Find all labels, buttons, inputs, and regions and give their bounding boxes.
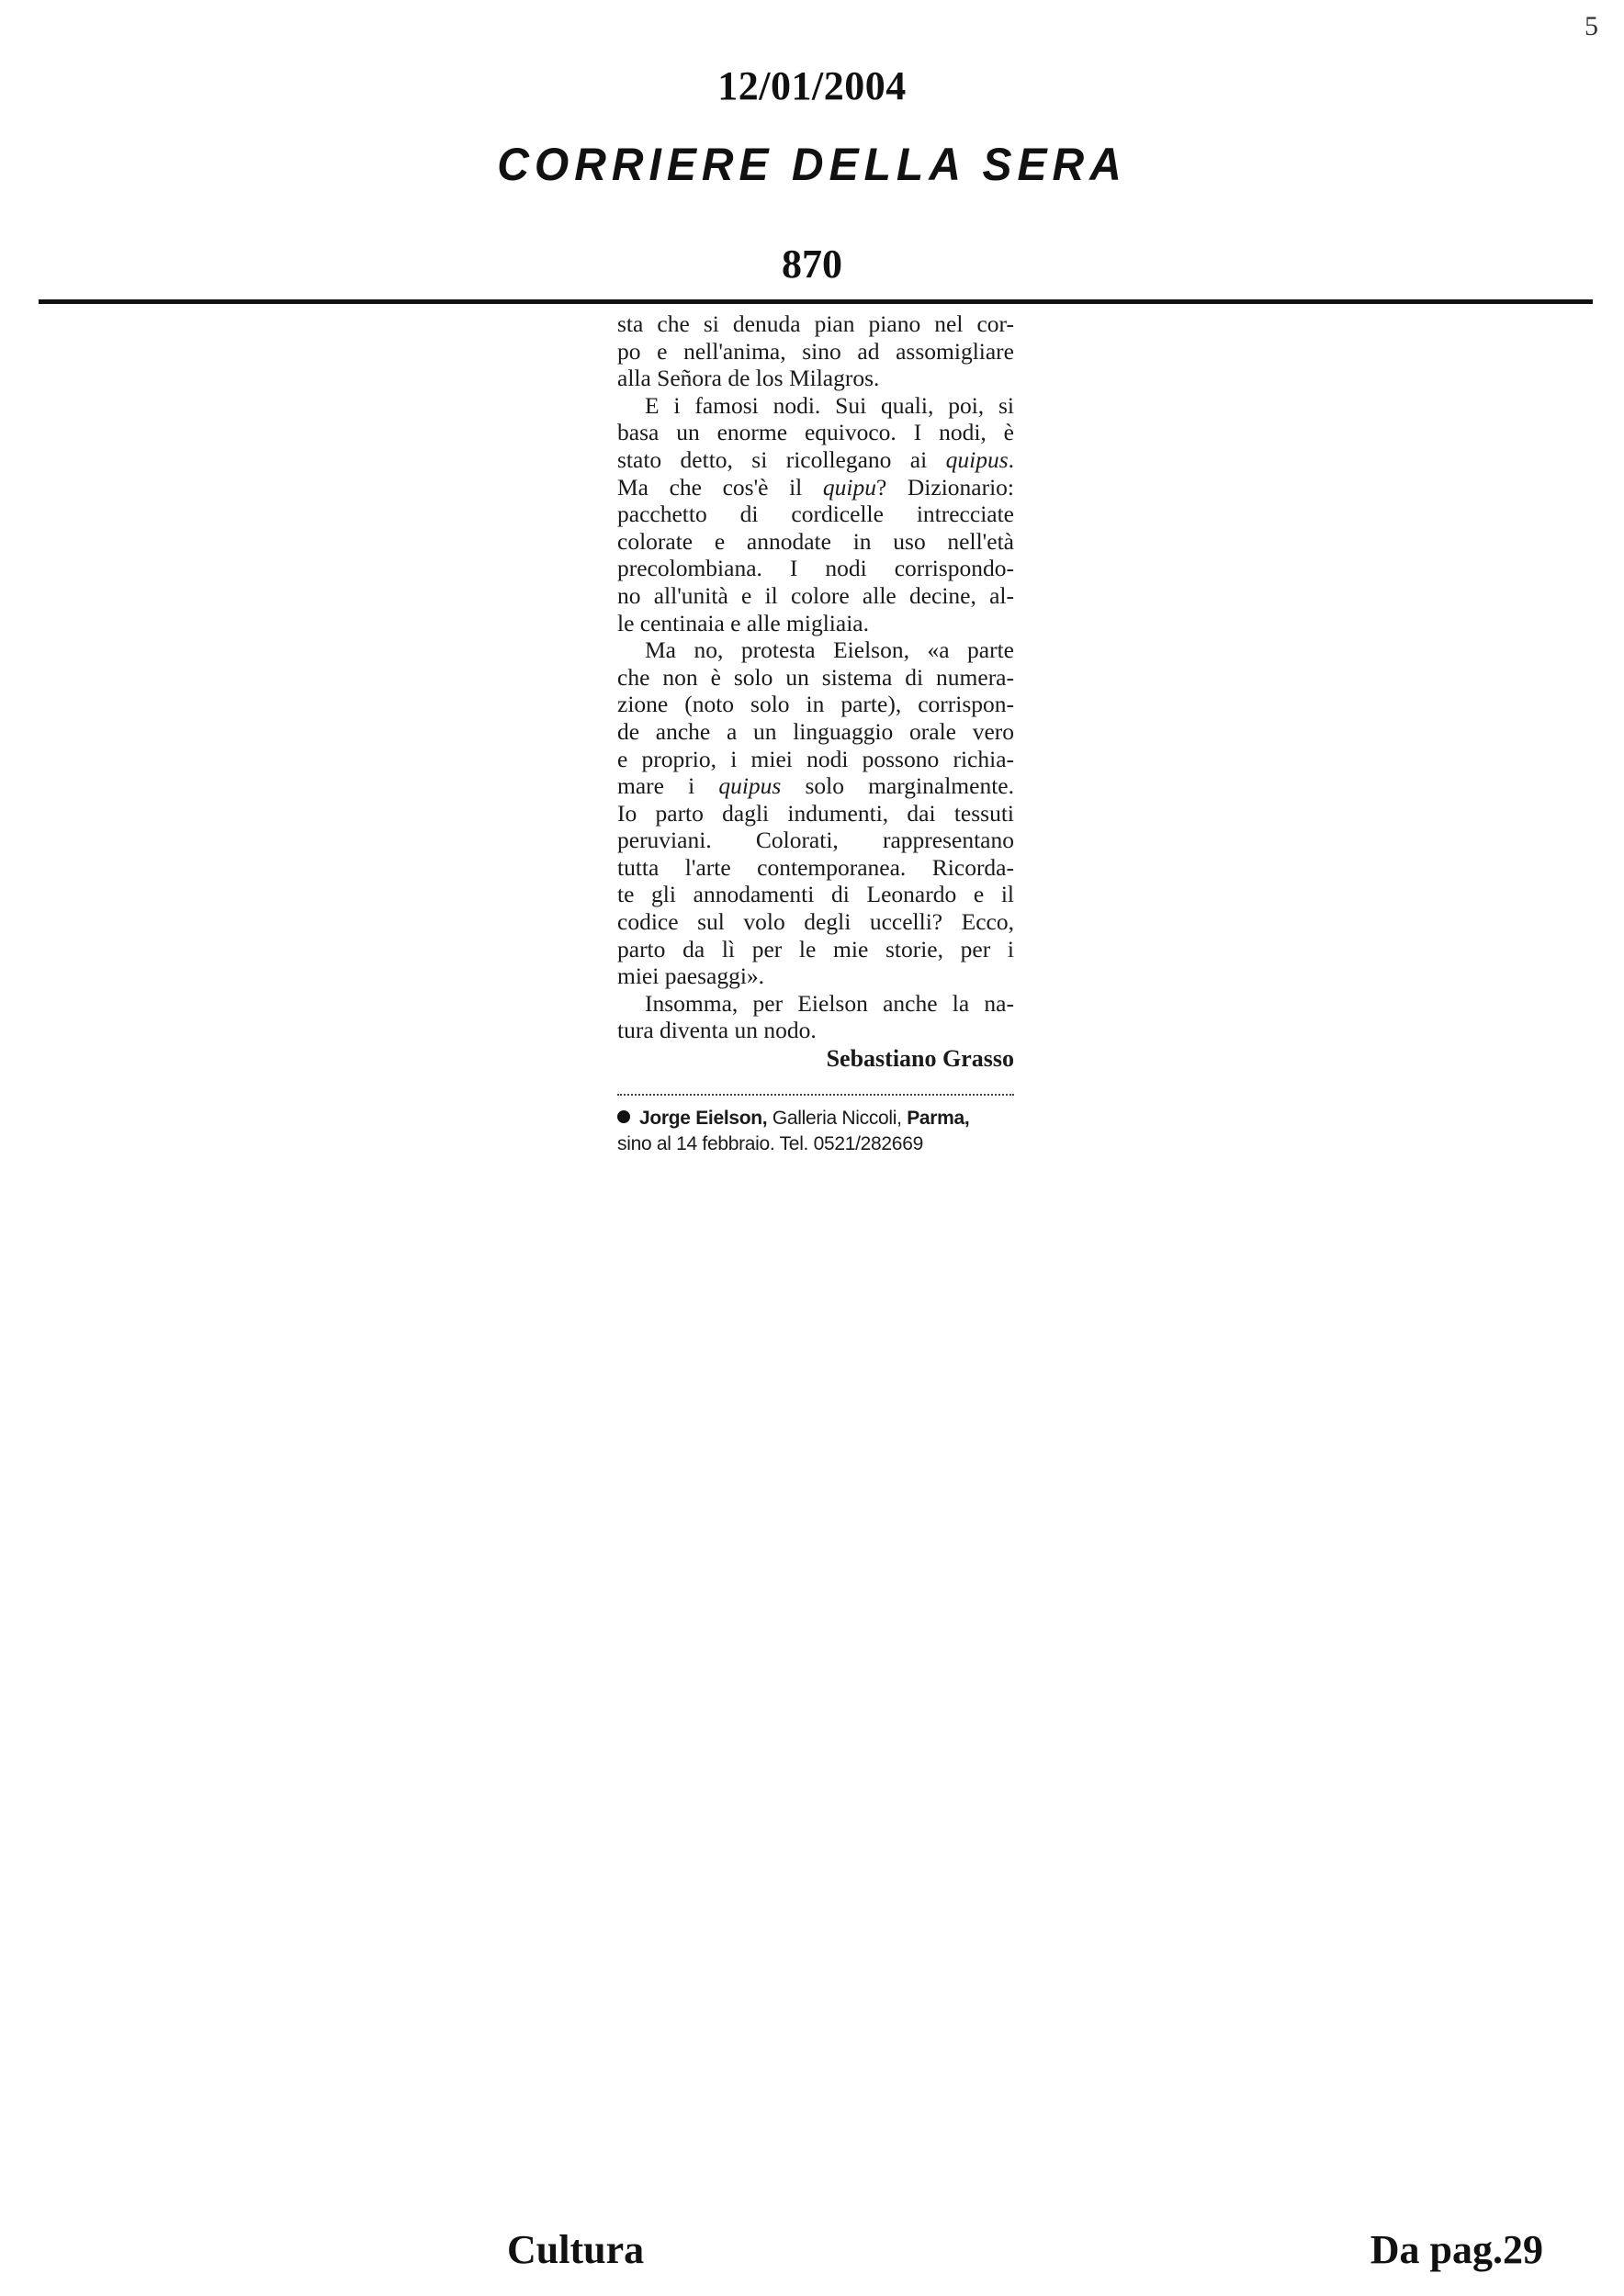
article-line: po e nell'anima, sino ad assomigliare	[617, 337, 1014, 365]
article-line: Ma no, protesta Eielson, «a parte	[645, 636, 1014, 664]
article-line: Io parto dagli indumenti, dai tessuti	[617, 799, 1014, 827]
section-name: Cultura	[507, 2227, 645, 2272]
exhibition-gallery: Galleria Niccoli,	[767, 1108, 908, 1129]
clipping-code: 870	[782, 242, 842, 287]
exhibition-city: Parma,	[907, 1108, 970, 1129]
article-line: tutta l'arte contemporanea. Ricorda-	[617, 853, 1014, 881]
exhibition-details: sino al 14 febbraio. Tel. 0521/282669	[617, 1133, 923, 1154]
article-line: miei paesaggi».	[617, 962, 765, 990]
source-page: Da pag.29	[1370, 2227, 1543, 2272]
article-line: basa un enorme equivoco. I nodi, è	[617, 419, 1014, 446]
exhibition-info	[617, 1106, 1021, 1157]
article-line: tura diventa un nodo.	[617, 1017, 817, 1044]
article-line: peruviani. Colorati, rappresentano	[617, 827, 1014, 854]
article-line: zione (noto solo in parte), corrispon-	[617, 691, 1014, 718]
newspaper-masthead: CORRIERE DELLA SERA	[497, 139, 1127, 191]
article-line: no all'unità e il colore alle decine, al-	[617, 581, 1014, 609]
article-line: te gli annodamenti di Leonardo e il	[617, 881, 1014, 908]
clipping-date: 12/01/2004	[717, 63, 907, 108]
article-line: Ma che cos'è il quipu? Dizionario:	[617, 473, 1015, 501]
article-line: mare i quipus solo marginalmente.	[617, 772, 1014, 800]
article-line: pacchetto di cordicelle intrecciate	[617, 501, 1014, 528]
article-line: de anche a un linguaggio orale vero	[617, 717, 1014, 745]
header-rule	[39, 299, 1593, 304]
article-author: Sebastiano Grasso	[826, 1045, 1014, 1073]
article-line: alla Señora de los Milagros.	[617, 365, 880, 392]
article-line: le centinaia e alle migliaia.	[617, 609, 869, 636]
exhibition-artist: Jorge Eielson,	[639, 1108, 768, 1129]
bullet-icon	[617, 1110, 630, 1123]
dotted-separator	[617, 1094, 1014, 1096]
page-number: 5	[1585, 11, 1598, 41]
article-line: E i famosi nodi. Sui quali, poi, si	[645, 391, 1014, 419]
article-line: codice sul volo degli uccelli? Ecco,	[617, 908, 1014, 936]
article-line: e proprio, i miei nodi possono richia-	[617, 745, 1014, 772]
article-line: Insomma, per Eielson anche la na-	[645, 989, 1014, 1017]
article-line: stato detto, si ricollegano ai quipus.	[617, 445, 1014, 473]
article-line: che non è solo un sistema di numera-	[617, 663, 1014, 691]
article-line: precolombiana. I nodi corrispondo-	[617, 555, 1014, 582]
article-column	[617, 310, 1014, 1074]
article-line: sta che si denuda pian piano nel cor-	[617, 310, 1014, 337]
article-line: colorate e annodate in uso nell'età	[617, 527, 1014, 555]
exhibition-info-line-1	[617, 1106, 1021, 1131]
article-line: parto da lì per le mie storie, per i	[617, 935, 1014, 962]
